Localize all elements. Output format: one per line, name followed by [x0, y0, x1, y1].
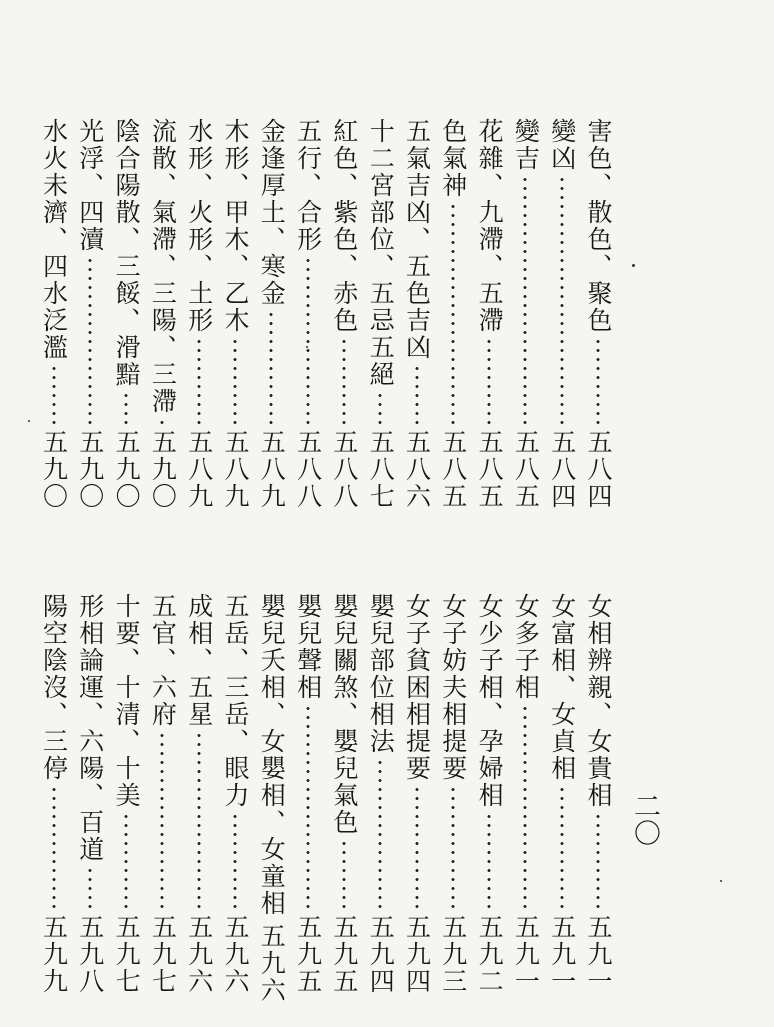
toc-entry-title: 五氣吉凶、五色吉凶: [402, 118, 432, 361]
toc-entry: [326, 593, 362, 995]
toc-entry-page-number: 五九〇: [75, 429, 105, 510]
toc-entry: [544, 593, 580, 995]
toc-entry-title: 變吉: [511, 118, 541, 172]
toc-entry-page-number: 五九八: [75, 914, 105, 995]
toc-entry-page-number: 五九四: [366, 914, 396, 995]
toc-entry: [507, 593, 543, 995]
toc-entry-title: 變凶: [547, 118, 577, 172]
toc-entry-page-number: 五八九: [184, 429, 214, 510]
toc-entry: [217, 118, 253, 510]
toc-entry-title: 色氣神: [438, 118, 468, 199]
toc-entry-title: 花雜、九滯、五滯: [475, 118, 505, 334]
toc-entry: [362, 118, 398, 510]
dot-leader: [523, 175, 527, 426]
toc-entry-page-number: 五八四: [547, 429, 577, 510]
dot-leader: [88, 256, 92, 426]
toc-entry: [253, 118, 289, 510]
toc-entry: [108, 118, 144, 510]
toc-entry-title: 女相辨親、女貴相: [584, 593, 613, 809]
toc-entry: [471, 118, 507, 510]
toc-entry: [471, 593, 507, 995]
toc-entry-page-number: 五八六: [402, 429, 432, 510]
scan-speck: [28, 420, 30, 422]
dot-leader: [596, 812, 600, 911]
toc-entry-page-number: 五九〇: [39, 429, 69, 510]
toc-entry-page-number: 五九二: [475, 914, 505, 995]
toc-entry-page-number: 五九〇: [148, 429, 178, 510]
page-folio: 二〇: [629, 792, 660, 846]
toc-entry: [108, 593, 144, 995]
dot-leader: [233, 337, 237, 426]
toc-entry-page-number: 五九一: [584, 914, 613, 995]
toc-entry-title: 水火未濟、四水泛濫: [39, 118, 69, 361]
toc-entry-title: 女富相、女貞相: [547, 593, 577, 782]
toc-entry-page-number: 五八八: [329, 429, 359, 510]
dot-leader: [560, 175, 564, 426]
dot-leader: [415, 785, 419, 911]
dot-leader: [415, 364, 419, 426]
toc-entry-title: 水形、火形、土形: [184, 118, 214, 334]
toc-entry-title: 木形、甲木、乙木: [221, 118, 250, 334]
toc-entry-title: 嬰兒夭相、女嬰相、女童相: [257, 593, 287, 917]
toc-entry: [181, 118, 217, 510]
dot-leader: [451, 785, 455, 911]
toc-entry: [507, 118, 543, 510]
dot-leader: [487, 337, 491, 426]
toc-entry: [181, 593, 217, 995]
toc-entry-page-number: 五九〇: [112, 429, 142, 510]
toc-entry-page-number: 五九四: [402, 914, 432, 995]
toc-entry-page-number: 五九五: [293, 914, 323, 995]
toc-entry-title: 金逢厚土、寒金: [257, 118, 287, 307]
toc-entry-page-number: 五八八: [293, 429, 323, 510]
toc-entry: [217, 593, 253, 995]
toc-entry-page-number: 五九一: [547, 914, 577, 995]
dot-leader: [160, 731, 164, 911]
dot-leader: [269, 310, 273, 426]
dot-leader: [124, 812, 128, 911]
toc-entry: [435, 593, 471, 995]
toc-entry-page-number: 五八五: [475, 429, 505, 510]
dot-leader: [342, 839, 346, 911]
dot-leader: [560, 785, 564, 911]
toc-entry-page-number: 五八四: [584, 429, 613, 510]
toc-entry-title: 十要、十清、十美: [112, 593, 142, 809]
dot-leader: [306, 704, 310, 911]
scan-speck: [632, 264, 635, 267]
toc-entry: [399, 593, 435, 995]
scan-speck: [720, 880, 722, 882]
toc-entry-page-number: 五九九: [39, 914, 69, 995]
toc-entry-title: 流散、氣滯、三陽、三滯: [148, 118, 178, 415]
toc-entry-page-number: 五九三: [438, 914, 468, 995]
toc-entry-page-number: 五八五: [438, 429, 468, 510]
toc-entry-page-number: 五九七: [112, 914, 142, 995]
toc-entry-title: 女少子相、孕婦相: [475, 593, 505, 809]
toc-entry-page-number: 五八五: [511, 429, 541, 510]
toc-entry: [144, 118, 180, 510]
toc-entry: [435, 118, 471, 510]
toc-entry-page-number: 五九六: [221, 914, 250, 995]
dot-leader: [160, 418, 164, 426]
toc-upper-block: [0, 118, 774, 510]
dot-leader: [52, 364, 56, 426]
toc-entry-page-number: 五九一: [511, 914, 541, 995]
dot-leader: [124, 391, 128, 426]
toc-entry-title: 五行、合形: [293, 118, 323, 253]
toc-entry-page-number: 五九六: [257, 923, 287, 1004]
dot-leader: [378, 391, 382, 426]
toc-entry-page-number: 五八九: [257, 429, 287, 510]
toc-entry-title: 五岳、三岳、眼力: [221, 593, 250, 809]
dot-leader: [596, 337, 600, 426]
toc-entry-title: 嬰兒聲相: [293, 593, 323, 701]
toc-entry: [290, 118, 326, 510]
toc-entry-page-number: 五九五: [329, 914, 359, 995]
dot-leader: [342, 337, 346, 426]
dot-leader: [233, 812, 237, 911]
toc-entry-title: 女子貧困相提要: [402, 593, 432, 782]
toc-entry: [72, 593, 108, 995]
toc-entry-title: 嬰兒部位相法: [366, 593, 396, 755]
toc-entry: [362, 593, 398, 995]
scan-speck: [306, 346, 308, 348]
toc-entry: [36, 593, 72, 995]
toc-entry-title: 光浮、四瀆: [75, 118, 105, 253]
dot-leader: [88, 866, 92, 911]
toc-entry: [580, 593, 616, 995]
toc-entry-title: 成相、五星: [184, 593, 214, 728]
toc-entry: [36, 118, 72, 510]
toc-entry-title: 害色、散色、聚色: [584, 118, 613, 334]
toc-entry: [580, 118, 616, 510]
dot-leader: [306, 256, 310, 426]
toc-entry: [326, 118, 362, 510]
dot-leader: [451, 202, 455, 426]
toc-entry-title: 嬰兒關煞、嬰兒氣色: [329, 593, 359, 836]
toc-entry-title: 五官、六府: [148, 593, 178, 728]
toc-entry: [253, 593, 289, 1004]
toc-entry-page-number: 五八九: [221, 429, 250, 510]
dot-leader: [197, 731, 201, 911]
toc-entry-title: 陽空陰沒、三停: [39, 593, 69, 782]
toc-entry: [290, 593, 326, 995]
dot-leader: [378, 758, 382, 911]
toc-entry-title: 女多子相: [511, 593, 541, 701]
toc-entry-page-number: 五八七: [366, 429, 396, 510]
toc-entry: [72, 118, 108, 510]
toc-entry: [399, 118, 435, 510]
dot-leader: [523, 704, 527, 911]
dot-leader: [52, 785, 56, 911]
dot-leader: [487, 812, 491, 911]
toc-entry-page-number: 五九七: [148, 914, 178, 995]
toc-entry-title: 陰合陽散、三餒、滑黯: [112, 118, 142, 388]
toc-entry: [144, 593, 180, 995]
toc-entry-title: 女子妨夫相提要: [438, 593, 468, 782]
toc-entry-title: 紅色、紫色、赤色: [329, 118, 359, 334]
toc-entry-page-number: 五九六: [184, 914, 214, 995]
dot-leader: [197, 337, 201, 426]
toc-entry-title: 十二宮部位、五忌五絕: [366, 118, 396, 388]
toc-entry-title: 形相論運、六陽、百道: [75, 593, 105, 863]
toc-entry: [544, 118, 580, 510]
